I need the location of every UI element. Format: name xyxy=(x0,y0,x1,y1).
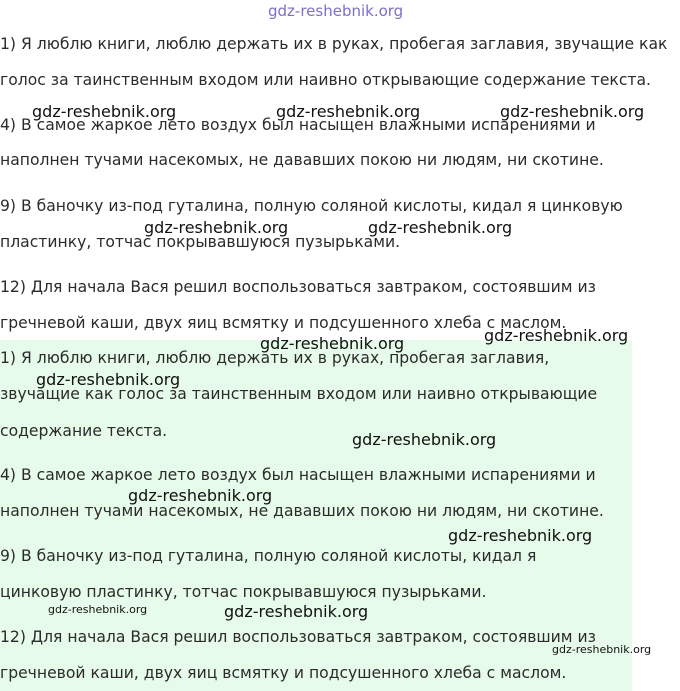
task-line: наполнен тучами насекомых, не дававших покою ни людям, ни скотине. xyxy=(0,151,604,169)
watermark-top: gdz-reshebnik.org xyxy=(268,2,404,20)
watermark: gdz-reshebnik.org xyxy=(48,603,148,616)
watermark: gdz-reshebnik.org xyxy=(552,643,652,656)
answer-line: гречневой каши, двух яиц всмятку и подсушенного хлеба с маслом. xyxy=(0,664,567,682)
watermark: gdz-reshebnik.org xyxy=(36,370,181,389)
task-line: голос за таинственным входом или наивно открывающие содержание текста. xyxy=(0,71,652,89)
answer-line: 4) В самое жаркое лето воздух был насыщен влажными испарениями и xyxy=(0,466,596,484)
answer-line: звучащие как голос за таинственным входом или наивно открывающие xyxy=(0,385,598,403)
watermark: gdz-reshebnik.org xyxy=(128,486,273,505)
task-line: 9) В баночку из-под гуталина, полную соляной кислоты, кидал я цинковую xyxy=(0,197,623,215)
answer-line: 1) Я люблю книги, люблю держать их в руках, пробегая заглавия, xyxy=(0,349,550,367)
watermark: gdz-reshebnik.org xyxy=(352,430,497,449)
watermark: gdz-reshebnik.org xyxy=(32,102,177,121)
watermark: gdz-reshebnik.org xyxy=(484,326,629,345)
answer-line: содержание текста. xyxy=(0,422,168,440)
answer-line: наполнен тучами насекомых, не дававших покою ни людям, ни скотине. xyxy=(0,502,604,520)
watermark: gdz-reshebnik.org xyxy=(368,218,513,237)
task-line: 12) Для начала Вася решил воспользоваться завтраком, состоявшим из xyxy=(0,278,596,296)
answer-line: 9) В баночку из-под гуталина, полную соляной кислоты, кидал я xyxy=(0,547,537,565)
watermark: gdz-reshebnik.org xyxy=(224,602,369,621)
watermark: gdz-reshebnik.org xyxy=(448,526,593,545)
watermark: gdz-reshebnik.org xyxy=(144,218,289,237)
task-line: 1) Я люблю книги, люблю держать их в руках, пробегая заглавия, звучащие как xyxy=(0,35,668,53)
task-line: 4) В самое жаркое лето воздух был насыщен влажными испарениями и xyxy=(0,116,596,134)
watermark: gdz-reshebnik.org xyxy=(260,334,405,353)
answer-line: 12) Для начала Вася решил воспользоваться завтраком, состоявшим из xyxy=(0,628,596,646)
task-line: пластинку, тотчас покрывавшуюся пузырьками. xyxy=(0,233,401,251)
watermark: gdz-reshebnik.org xyxy=(276,102,421,121)
watermark: gdz-reshebnik.org xyxy=(500,102,645,121)
answer-line: цинковую пластинку, тотчас покрывавшуюся пузырьками. xyxy=(0,583,487,601)
task-line: гречневой каши, двух яиц всмятку и подсушенного хлеба с маслом. xyxy=(0,314,567,332)
